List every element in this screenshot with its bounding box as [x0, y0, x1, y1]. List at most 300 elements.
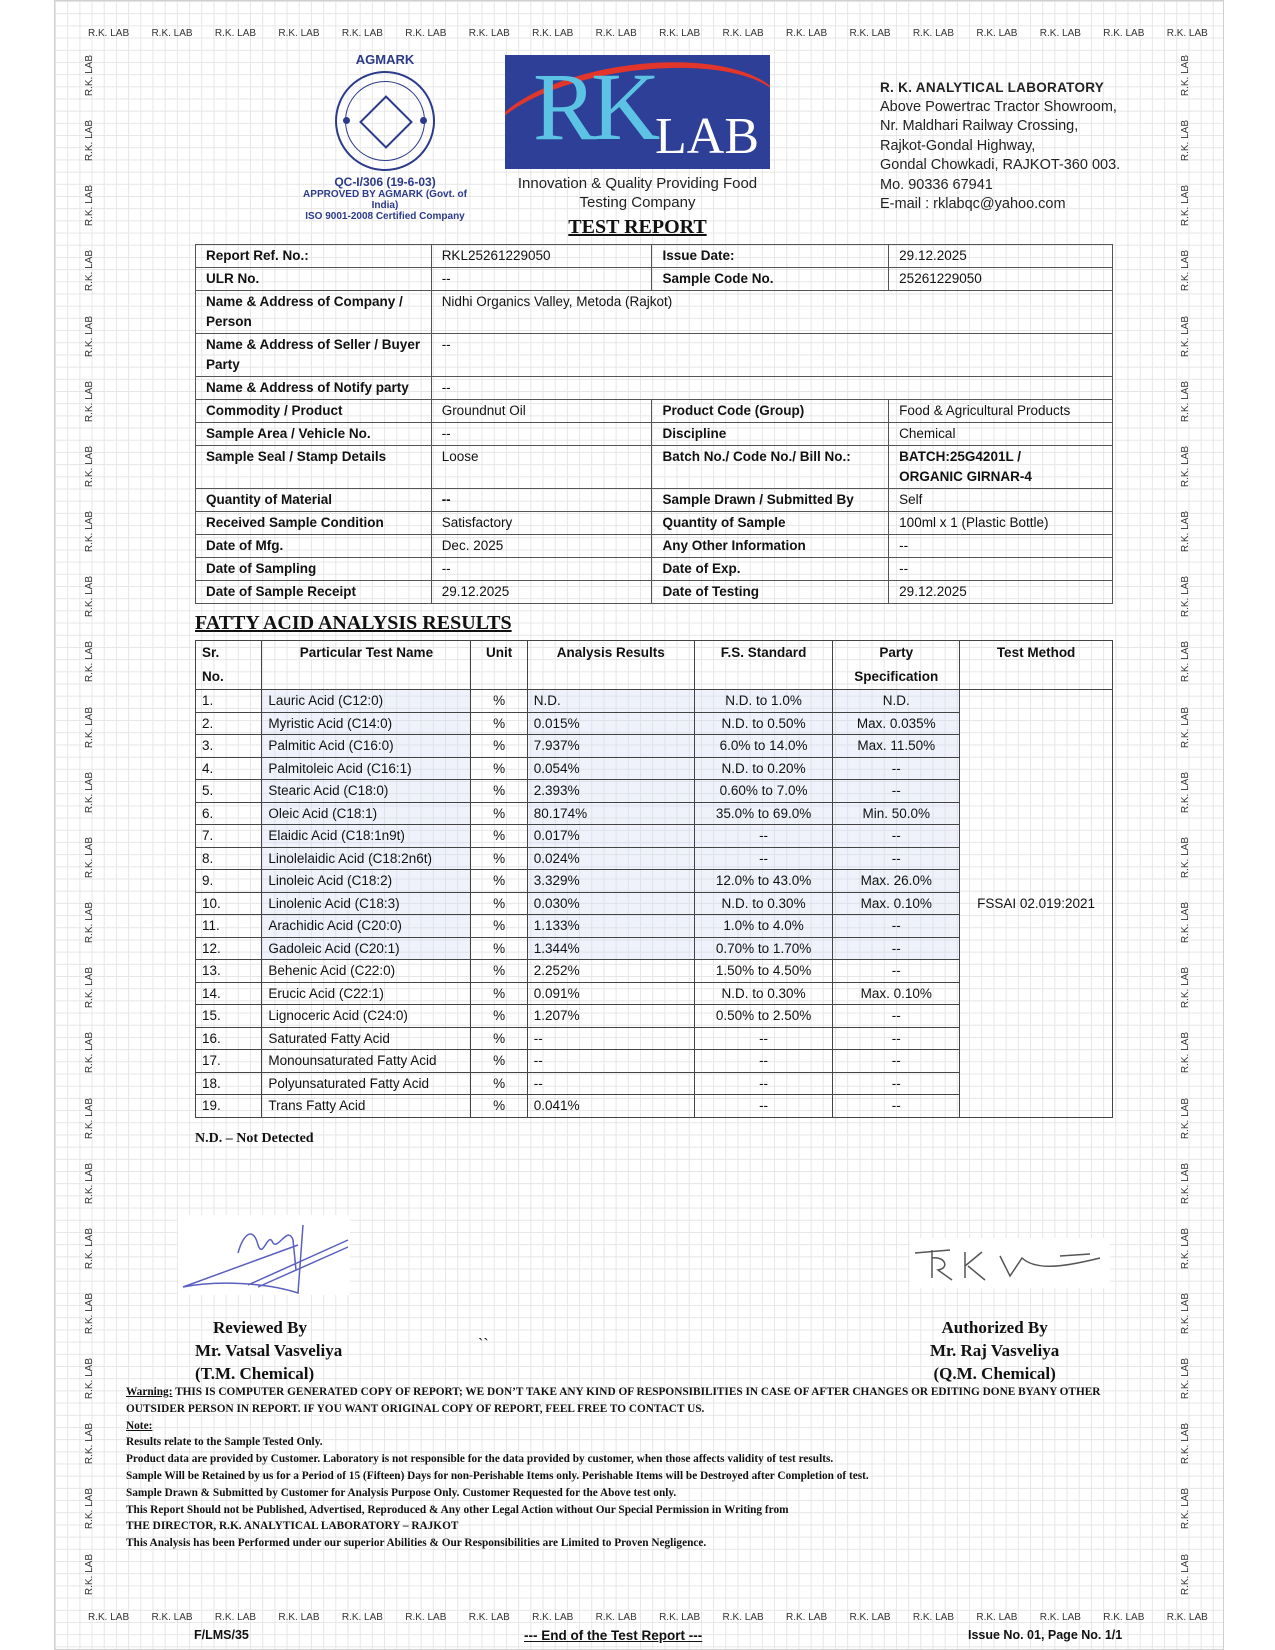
info-row: [196, 245, 1113, 268]
unit-cell: %: [471, 870, 527, 893]
commodity-value: Groundnut Oil: [431, 400, 652, 423]
test-name-cell: Lignoceric Acid (C24:0): [262, 1005, 471, 1028]
receipt-label: Date of Sample Receipt: [196, 581, 432, 604]
sr-cell: 13.: [196, 960, 262, 983]
note-line: This Report Should not be Published, Advertised, Reproduced & Any other Legal Action without Our Special Permission in Writing from: [126, 1503, 789, 1516]
test-name-cell: Linolelaidic Acid (C18:2n6t): [262, 847, 471, 870]
party-spec-cell: Max. 26.0%: [833, 870, 960, 893]
watermark-text: R.K. LAB: [468, 28, 510, 39]
sr-cell: 15.: [196, 1005, 262, 1028]
unit-cell: %: [471, 1095, 527, 1118]
watermark-text: R.K. LAB: [1180, 836, 1191, 879]
party-spec-cell: Max. 11.50%: [833, 735, 960, 758]
watermark-text: R.K. LAB: [84, 55, 95, 97]
warning-body: THIS IS COMPUTER GENERATED COPY OF REPORT; WE DON’T TAKE ANY KIND OF RESPONSIBILITIES IN CASE OF AFTER CHANGES OR EDITING DONE BYANY OTHER OUTSIDER PERSON IN REPORT. IF YOU WANT ORIGINAL COPY OF REPORT, FEEL FREE TO CONTACT US.: [126, 1386, 1101, 1415]
authorizer-signature-icon: [910, 1238, 1110, 1288]
note-line: THE DIRECTOR, R.K. ANALYTICAL LABORATORY – RAJKOT: [126, 1520, 459, 1533]
unit-cell: %: [471, 825, 527, 848]
receipt-value: 29.12.2025: [431, 581, 652, 604]
watermark-text: R.K. LAB: [1180, 902, 1191, 944]
unit-cell: %: [471, 1005, 527, 1028]
watermark-text: R.K. LAB: [84, 380, 95, 422]
drawn-by-value: Self: [889, 489, 1113, 512]
fs-standard-cell: N.D. to 0.30%: [694, 982, 833, 1005]
fs-standard-cell: 1.50% to 4.50%: [694, 960, 833, 983]
watermark-text: R.K. LAB: [1039, 1612, 1081, 1623]
condition-value: Satisfactory: [431, 512, 652, 535]
watermark-text: R.K. LAB: [84, 185, 95, 227]
note-line: This Analysis has been Performed under our superior Abilities & Our Responsibilities are Limited to Proven Negligence.: [126, 1537, 707, 1550]
test-name-cell: Myristic Acid (C14:0): [262, 712, 471, 735]
sr-cell: 11.: [196, 915, 262, 938]
fs-standard-cell: --: [694, 1095, 833, 1118]
watermark-text: R.K. LAB: [84, 1227, 95, 1269]
party-spec-cell: Max. 0.035%: [833, 712, 960, 735]
watermark-text: R.K. LAB: [84, 1488, 95, 1530]
qty-material-value: --: [431, 489, 652, 512]
watermark-text: R.K. LAB: [1180, 380, 1191, 422]
info-row: [196, 558, 1113, 581]
address-line-4: Gondal Chowkadi, RAJKOT-360 003.: [880, 157, 1121, 173]
fs-standard-cell: --: [694, 825, 833, 848]
watermark-text: R.K. LAB: [1103, 28, 1145, 39]
test-name-cell: Linoleic Acid (C18:2): [262, 870, 471, 893]
fs-standard-cell: 6.0% to 14.0%: [694, 735, 833, 758]
watermark-text: R.K. LAB: [1180, 706, 1191, 748]
exp-value: --: [889, 558, 1113, 581]
tagline-line-1: Innovation & Quality Providing Food: [517, 175, 758, 192]
col-sr-no: Sr. No.: [196, 641, 262, 690]
test-name-cell: Gadoleic Acid (C20:1): [262, 937, 471, 960]
unit-cell: %: [471, 780, 527, 803]
report-ref-label: Report Ref. No.:: [196, 245, 432, 268]
watermark-text: R.K. LAB: [405, 1612, 447, 1623]
exp-label: Date of Exp.: [652, 558, 889, 581]
party-spec-cell: Min. 50.0%: [833, 802, 960, 825]
party-spec-cell: N.D.: [833, 690, 960, 713]
result-cell: 3.329%: [527, 870, 694, 893]
watermark-text: R.K. LAB: [84, 576, 95, 618]
info-row: [196, 377, 1113, 400]
watermark-text: R.K. LAB: [1166, 1612, 1208, 1623]
fs-standard-cell: --: [694, 1050, 833, 1073]
party-spec-cell: --: [833, 825, 960, 848]
sr-cell: 16.: [196, 1027, 262, 1050]
party-spec-cell: --: [833, 1072, 960, 1095]
watermark-text: R.K. LAB: [88, 1612, 130, 1623]
discipline-label: Discipline: [652, 423, 889, 446]
info-row: [196, 423, 1113, 446]
sampling-value: --: [431, 558, 652, 581]
seal-value: Loose: [431, 446, 652, 489]
results-section-title: FATTY ACID ANALYSIS RESULTS: [195, 612, 512, 634]
watermark-text: R.K. LAB: [849, 28, 891, 39]
watermark-text: R.K. LAB: [84, 706, 95, 748]
watermark-text: R.K. LAB: [341, 1612, 383, 1623]
test-name-cell: Linolenic Acid (C18:3): [262, 892, 471, 915]
logo-rk: RK: [533, 55, 655, 160]
batch-line-1: BATCH:25G4201L /: [899, 449, 1021, 464]
col-unit: Unit: [471, 641, 527, 690]
info-row: [196, 291, 1113, 334]
watermark-text: R.K. LAB: [84, 250, 95, 292]
result-cell: 0.091%: [527, 982, 694, 1005]
fs-standard-cell: N.D. to 0.50%: [694, 712, 833, 735]
col-party-spec: Party Specification: [833, 641, 960, 690]
batch-line-2: ORGANIC GIRNAR-4: [899, 469, 1032, 484]
sr-cell: 2.: [196, 712, 262, 735]
test-name-cell: Monounsaturated Fatty Acid: [262, 1050, 471, 1073]
party-spec-cell: --: [833, 960, 960, 983]
unit-cell: %: [471, 757, 527, 780]
discipline-value: Chemical: [889, 423, 1113, 446]
product-code-label: Product Code (Group): [652, 400, 889, 423]
info-row: [196, 400, 1113, 423]
sr-cell: 17.: [196, 1050, 262, 1073]
form-number: F/LMS/35: [194, 1628, 249, 1642]
watermark-top: [88, 28, 1208, 39]
watermark-text: R.K. LAB: [659, 28, 701, 39]
sr-cell: 10.: [196, 892, 262, 915]
test-name-cell: Elaidic Acid (C18:1n9t): [262, 825, 471, 848]
watermark-text: R.K. LAB: [1180, 641, 1191, 683]
unit-cell: %: [471, 690, 527, 713]
watermark-text: R.K. LAB: [722, 28, 764, 39]
lab-name: R. K. ANALYTICAL LABORATORY: [880, 80, 1105, 95]
ulr-value: --: [431, 268, 652, 291]
logo-lab: LAB: [655, 108, 759, 165]
unit-cell: %: [471, 960, 527, 983]
watermark-text: R.K. LAB: [659, 1612, 701, 1623]
watermark-text: R.K. LAB: [84, 1358, 95, 1400]
fs-standard-cell: 0.60% to 7.0%: [694, 780, 833, 803]
watermark-text: R.K. LAB: [1166, 28, 1208, 39]
test-name-cell: Behenic Acid (C22:0): [262, 960, 471, 983]
sr-cell: 6.: [196, 802, 262, 825]
watermark-right: [1180, 55, 1191, 1595]
issue-page-number: Issue No. 01, Page No. 1/1: [968, 1628, 1123, 1642]
other-info-label: Any Other Information: [652, 535, 889, 558]
info-row: [196, 446, 1113, 489]
sr-cell: 4.: [196, 757, 262, 780]
watermark-text: R.K. LAB: [912, 1612, 955, 1623]
authorizer-block: [930, 1316, 1059, 1385]
watermark-text: R.K. LAB: [151, 1612, 193, 1623]
test-name-cell: Palmitoleic Acid (C16:1): [262, 757, 471, 780]
agmark-badge: [290, 52, 480, 222]
reviewer-title: (T.M. Chemical): [195, 1364, 315, 1383]
notify-value: --: [431, 377, 1112, 400]
testing-label: Date of Testing: [652, 581, 889, 604]
test-method-cell: FSSAI 02.019:2021: [960, 690, 1113, 1118]
result-cell: --: [527, 1050, 694, 1073]
info-row: [196, 535, 1113, 558]
result-cell: 0.017%: [527, 825, 694, 848]
col-test-method: Test Method: [960, 641, 1113, 690]
watermark-text: R.K. LAB: [1180, 1358, 1191, 1400]
result-cell: N.D.: [527, 690, 694, 713]
fs-standard-cell: 0.70% to 1.70%: [694, 937, 833, 960]
party-spec-cell: --: [833, 915, 960, 938]
watermark-text: R.K. LAB: [278, 1612, 320, 1623]
watermark-text: R.K. LAB: [595, 1612, 637, 1623]
result-cell: 0.024%: [527, 847, 694, 870]
authorizer-title: (Q.M. Chemical): [933, 1364, 1056, 1383]
tagline-line-2: Testing Company: [579, 194, 696, 211]
watermark-text: R.K. LAB: [849, 1612, 891, 1623]
test-name-cell: Erucic Acid (C22:1): [262, 982, 471, 1005]
watermark-text: R.K. LAB: [976, 28, 1018, 39]
result-cell: 1.344%: [527, 937, 694, 960]
fs-standard-cell: --: [694, 1027, 833, 1050]
seller-label: Name & Address of Seller / Buyer Party: [196, 334, 432, 377]
unit-cell: %: [471, 937, 527, 960]
sr-cell: 12.: [196, 937, 262, 960]
results-header-row: [196, 641, 1113, 690]
watermark-left: [84, 55, 95, 1595]
party-spec-cell: --: [833, 1027, 960, 1050]
watermark-bottom: [88, 1612, 1208, 1623]
fs-standard-cell: N.D. to 1.0%: [694, 690, 833, 713]
party-spec-cell: Max. 0.10%: [833, 982, 960, 1005]
watermark-text: R.K. LAB: [1180, 1423, 1191, 1465]
watermark-text: R.K. LAB: [84, 1292, 95, 1335]
result-cell: 0.015%: [527, 712, 694, 735]
stray-mark: ``: [478, 1336, 489, 1353]
lab-email: E-mail : rklabqc@yahoo.com: [880, 196, 1066, 212]
note-line: Product data are provided by Customer. Laboratory is not responsible for the data provided by customer, when those affects validity of test results.: [126, 1453, 834, 1466]
watermark-text: R.K. LAB: [1180, 967, 1191, 1009]
fatty-acid-results-table: [195, 640, 1113, 1118]
unit-cell: %: [471, 1072, 527, 1095]
unit-cell: %: [471, 982, 527, 1005]
sampling-label: Date of Sampling: [196, 558, 432, 581]
party-spec-cell: --: [833, 937, 960, 960]
authorizer-name: Mr. Raj Vasveliya: [930, 1341, 1060, 1360]
info-row: [196, 334, 1113, 377]
unit-cell: %: [471, 915, 527, 938]
watermark-text: R.K. LAB: [785, 1612, 828, 1623]
rk-lab-logo: [505, 55, 770, 169]
unit-cell: %: [471, 892, 527, 915]
logo-tagline: [500, 174, 775, 212]
sample-info-table: [195, 244, 1113, 604]
fs-standard-cell: --: [694, 847, 833, 870]
watermark-text: R.K. LAB: [1180, 315, 1191, 357]
address-line-3: Rajkot-Gondal Highway,: [880, 137, 1036, 154]
agmark-seal-icon: [335, 71, 435, 171]
watermark-text: R.K. LAB: [1039, 28, 1081, 39]
result-cell: 0.030%: [527, 892, 694, 915]
test-name-cell: Polyunsaturated Fatty Acid: [262, 1072, 471, 1095]
watermark-text: R.K. LAB: [1103, 1612, 1145, 1623]
fs-standard-cell: N.D. to 0.30%: [694, 892, 833, 915]
warning-label: Warning:: [126, 1386, 173, 1398]
drawn-by-label: Sample Drawn / Submitted By: [652, 489, 889, 512]
sr-cell: 19.: [196, 1095, 262, 1118]
iso-certification: ISO 9001-2008 Certified Company: [305, 211, 465, 222]
party-spec-cell: --: [833, 1050, 960, 1073]
sr-cell: 1.: [196, 690, 262, 713]
unit-cell: %: [471, 1050, 527, 1073]
result-cell: 2.252%: [527, 960, 694, 983]
result-cell: 0.054%: [527, 757, 694, 780]
watermark-text: R.K. LAB: [532, 28, 574, 39]
col-fs-standard: F.S. Standard: [694, 641, 833, 690]
sample-code-label: Sample Code No.: [652, 268, 889, 291]
fs-standard-cell: 12.0% to 43.0%: [694, 870, 833, 893]
mfg-value: Dec. 2025: [431, 535, 652, 558]
batch-label: Batch No./ Code No./ Bill No.:: [652, 446, 889, 489]
info-row: [196, 581, 1113, 604]
warning-text: [126, 1384, 1146, 1418]
company-value: Nidhi Organics Valley, Metoda (Rajkot): [431, 291, 1112, 334]
watermark-text: R.K. LAB: [1180, 1488, 1191, 1530]
watermark-text: R.K. LAB: [84, 1423, 95, 1465]
company-label: Name & Address of Company / Person: [196, 291, 432, 334]
qty-sample-value: 100ml x 1 (Plastic Bottle): [889, 512, 1113, 535]
watermark-text: R.K. LAB: [84, 1097, 95, 1139]
batch-value: [889, 446, 1113, 489]
col-test-name: Particular Test Name: [262, 641, 471, 690]
report-ref-value: RKL25261229050: [431, 245, 652, 268]
ulr-label: ULR No.: [196, 268, 432, 291]
reviewer-name: Mr. Vatsal Vasveliya: [195, 1341, 343, 1360]
sample-area-label: Sample Area / Vehicle No.: [196, 423, 432, 446]
watermark-text: R.K. LAB: [84, 641, 95, 683]
reviewer-heading: Reviewed By: [213, 1318, 307, 1337]
fs-standard-cell: 0.50% to 2.50%: [694, 1005, 833, 1028]
testing-value: 29.12.2025: [889, 581, 1113, 604]
authorizer-heading: Authorized By: [941, 1318, 1048, 1337]
mfg-label: Date of Mfg.: [196, 535, 432, 558]
watermark-text: R.K. LAB: [1180, 771, 1191, 813]
watermark-text: R.K. LAB: [722, 1612, 764, 1623]
watermark-text: R.K. LAB: [1180, 445, 1191, 488]
sample-area-value: --: [431, 423, 652, 446]
result-cell: 80.174%: [527, 802, 694, 825]
party-spec-cell: --: [833, 1095, 960, 1118]
watermark-text: R.K. LAB: [278, 28, 320, 39]
party-spec-cell: --: [833, 757, 960, 780]
watermark-text: R.K. LAB: [1180, 120, 1191, 162]
party-spec-cell: --: [833, 780, 960, 803]
info-row: [196, 512, 1113, 535]
watermark-text: R.K. LAB: [151, 28, 193, 39]
issue-date-label: Issue Date:: [652, 245, 889, 268]
test-name-cell: Stearic Acid (C18:0): [262, 780, 471, 803]
fs-standard-cell: 1.0% to 4.0%: [694, 915, 833, 938]
sample-code-value: 25261229050: [889, 268, 1113, 291]
note-label: Note:: [126, 1419, 153, 1432]
result-cell: --: [527, 1027, 694, 1050]
party-spec-cell: --: [833, 847, 960, 870]
watermark-text: R.K. LAB: [1180, 576, 1191, 618]
seal-label: Sample Seal / Stamp Details: [196, 446, 432, 489]
test-name-cell: Arachidic Acid (C20:0): [262, 915, 471, 938]
party-spec-cell: --: [833, 1005, 960, 1028]
watermark-text: R.K. LAB: [976, 1612, 1018, 1623]
sr-cell: 14.: [196, 982, 262, 1005]
test-name-cell: Oleic Acid (C18:1): [262, 802, 471, 825]
result-cell: 0.041%: [527, 1095, 694, 1118]
unit-cell: %: [471, 1027, 527, 1050]
product-code-value: Food & Agricultural Products: [889, 400, 1113, 423]
test-name-cell: Trans Fatty Acid: [262, 1095, 471, 1118]
watermark-text: R.K. LAB: [84, 902, 95, 944]
result-cell: 2.393%: [527, 780, 694, 803]
fs-standard-cell: 35.0% to 69.0%: [694, 802, 833, 825]
unit-cell: %: [471, 802, 527, 825]
watermark-text: R.K. LAB: [84, 836, 95, 879]
test-name-cell: Lauric Acid (C12:0): [262, 690, 471, 713]
watermark-text: R.K. LAB: [84, 1162, 95, 1204]
result-cell: --: [527, 1072, 694, 1095]
watermark-text: R.K. LAB: [214, 1612, 257, 1623]
watermark-text: R.K. LAB: [595, 28, 637, 39]
reviewer-block: [195, 1316, 342, 1385]
watermark-text: R.K. LAB: [84, 771, 95, 813]
qty-sample-label: Quantity of Sample: [652, 512, 889, 535]
fs-standard-cell: --: [694, 1072, 833, 1095]
unit-cell: %: [471, 712, 527, 735]
result-cell: 1.133%: [527, 915, 694, 938]
report-title: TEST REPORT: [568, 216, 707, 238]
table-row: [196, 690, 1113, 713]
agmark-title: AGMARK: [355, 52, 415, 67]
watermark-text: R.K. LAB: [1180, 1162, 1191, 1204]
sr-cell: 9.: [196, 870, 262, 893]
watermark-text: R.K. LAB: [84, 511, 95, 553]
watermark-text: R.K. LAB: [1180, 55, 1191, 97]
test-name-cell: Palmitic Acid (C16:0): [262, 735, 471, 758]
watermark-text: R.K. LAB: [84, 1553, 95, 1595]
note-line: Sample Drawn & Submitted by Customer for Analysis Purpose Only. Customer Requested for the Above test only.: [126, 1486, 677, 1499]
watermark-text: R.K. LAB: [88, 28, 130, 39]
unit-cell: %: [471, 847, 527, 870]
result-cell: 7.937%: [527, 735, 694, 758]
watermark-text: R.K. LAB: [785, 28, 828, 39]
watermark-text: R.K. LAB: [405, 28, 447, 39]
agmark-approval: APPROVED BY AGMARK (Govt. of India): [303, 189, 467, 211]
notes-block: [126, 1384, 1146, 1552]
watermark-text: R.K. LAB: [1180, 1097, 1191, 1139]
party-spec-cell: Max. 0.10%: [833, 892, 960, 915]
watermark-text: R.K. LAB: [1180, 511, 1191, 553]
notify-label: Name & Address of Notify party: [196, 377, 432, 400]
test-name-cell: Saturated Fatty Acid: [262, 1027, 471, 1050]
watermark-text: R.K. LAB: [532, 1612, 574, 1623]
info-row: [196, 489, 1113, 512]
sr-cell: 5.: [196, 780, 262, 803]
note-line: Results relate to the Sample Tested Only.: [126, 1436, 323, 1449]
agmark-code: QC-I/306 (19-6-03): [334, 175, 436, 189]
watermark-text: R.K. LAB: [84, 1032, 95, 1074]
watermark-text: R.K. LAB: [341, 28, 383, 39]
note-line: Sample Will be Retained by us for a Period of 15 (Fifteen) Days for non-Perishable Items only. Perishable Items will be Destroyed after Completion of test.: [126, 1469, 869, 1482]
watermark-text: R.K. LAB: [1180, 1553, 1191, 1595]
watermark-text: R.K. LAB: [1180, 1227, 1191, 1269]
watermark-text: R.K. LAB: [1180, 185, 1191, 227]
commodity-label: Commodity / Product: [196, 400, 432, 423]
watermark-text: R.K. LAB: [84, 967, 95, 1009]
unit-cell: %: [471, 735, 527, 758]
reviewer-signature-icon: [178, 1215, 350, 1295]
watermark-text: R.K. LAB: [1180, 1292, 1191, 1335]
col-analysis-results: Analysis Results: [527, 641, 694, 690]
lab-address: [880, 78, 1120, 215]
watermark-text: R.K. LAB: [468, 1612, 510, 1623]
